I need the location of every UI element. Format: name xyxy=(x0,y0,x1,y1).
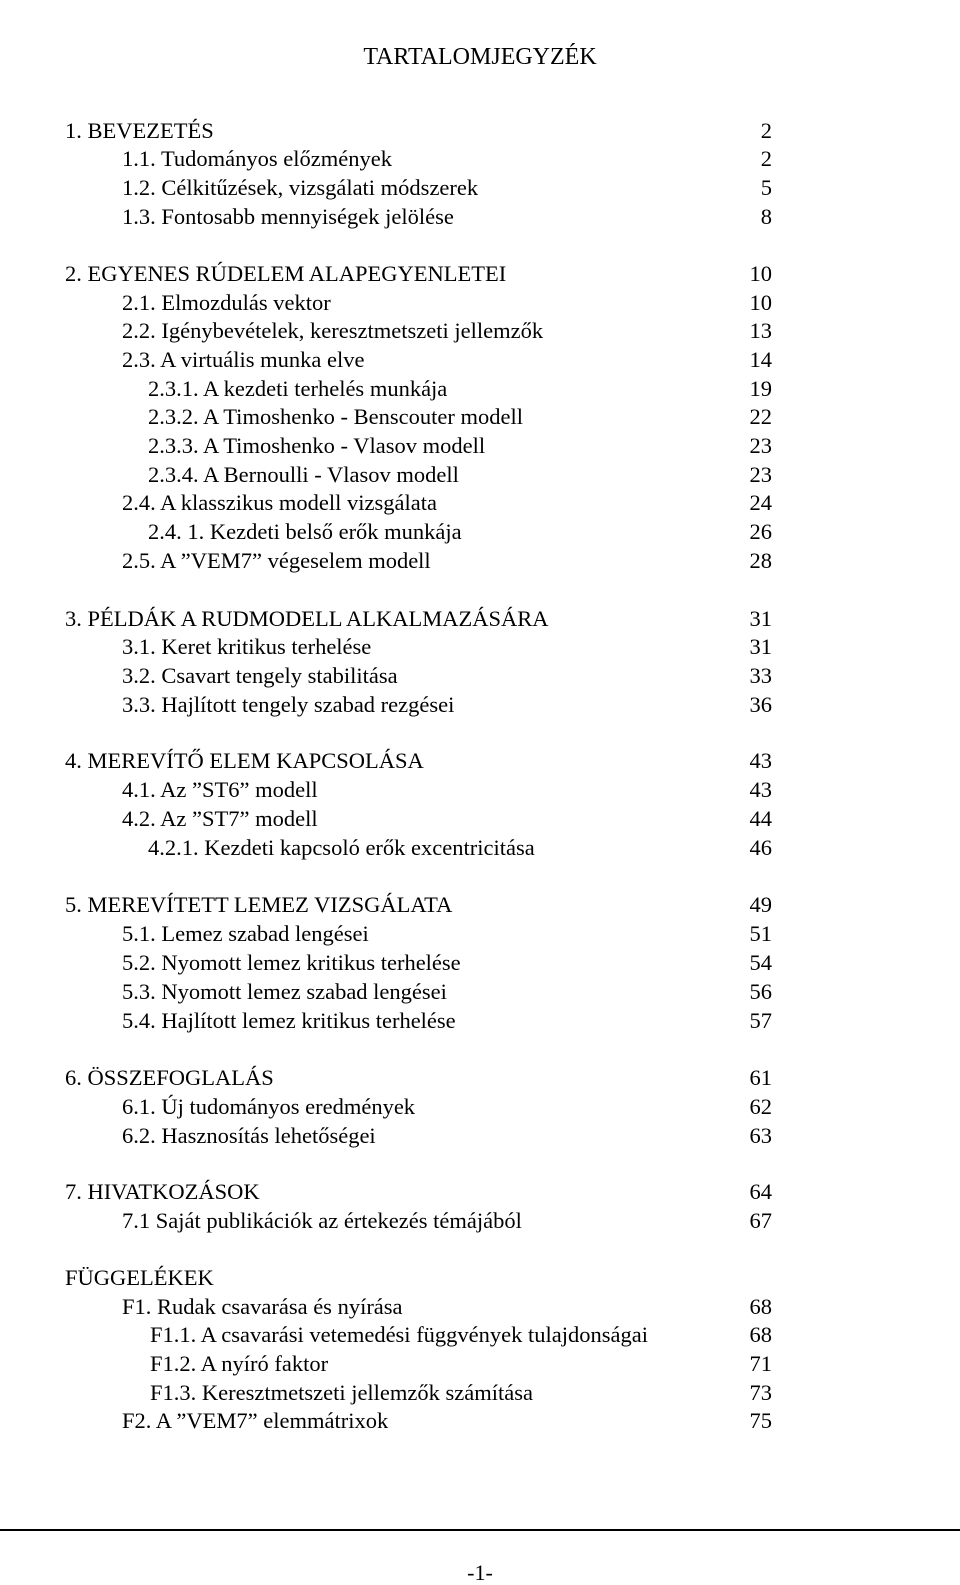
toc-entry-label: 5. MEREVÍTETT LEMEZ VIZSGÁLATA xyxy=(65,892,453,917)
toc-entry-label: 2. EGYENES RÚDELEM ALAPEGYENLETEI xyxy=(65,261,507,286)
toc-entry xyxy=(0,604,960,633)
toc-entry-label: 3.3. Hajlított tengely szabad rezgései xyxy=(122,692,455,717)
toc-entry xyxy=(0,116,960,145)
toc-entry-label: 5.4. Hajlított lemez kritikus terhelése xyxy=(122,1008,456,1033)
toc-entry xyxy=(0,488,960,517)
toc-entry-label: 2.3.3. A Timoshenko - Vlasov modell xyxy=(148,433,486,458)
footer-divider xyxy=(0,1529,960,1531)
toc-entry-label: F1.3. Keresztmetszeti jellemzők számítása xyxy=(150,1380,533,1405)
toc-entry-page: 22 xyxy=(749,404,772,429)
toc-entry-page: 73 xyxy=(749,1380,772,1405)
toc-entry xyxy=(0,259,960,288)
toc-entry-label: FÜGGELÉKEK xyxy=(65,1265,214,1290)
toc-entry-page: 56 xyxy=(749,979,772,1004)
toc-entry xyxy=(0,804,960,833)
toc-entry-page: 51 xyxy=(749,921,772,946)
toc-entry-page: 2 xyxy=(760,118,772,143)
toc-entry-label: 6.1. Új tudományos eredmények xyxy=(122,1094,416,1119)
toc-entry-page: 14 xyxy=(749,347,772,372)
toc-entry xyxy=(0,431,960,460)
toc-entry-page: 24 xyxy=(749,490,772,515)
toc-entry xyxy=(0,144,960,173)
toc-entry-label: 3.1. Keret kritikus terhelése xyxy=(122,634,372,659)
toc-entry xyxy=(0,1349,960,1378)
toc-entry-label: 2.2. Igénybevételek, keresztmetszeti jellemzők xyxy=(122,318,544,343)
toc-entry-page: 28 xyxy=(749,548,772,573)
toc-entry-label: F1.2. A nyíró faktor xyxy=(150,1351,329,1376)
toc-entry xyxy=(0,288,960,317)
toc-entry-label: 2.4. A klasszikus modell vizsgálata xyxy=(122,490,437,515)
toc-entry-page: 36 xyxy=(749,692,772,717)
toc-entry-page: 71 xyxy=(749,1351,772,1376)
toc-entry-label: 7.1 Saját publikációk az értekezés témájából xyxy=(122,1208,522,1233)
toc-entry xyxy=(0,402,960,431)
toc-entry xyxy=(0,1378,960,1407)
toc-entry xyxy=(0,546,960,575)
toc-entry-page: 62 xyxy=(749,1094,772,1119)
toc-entry-label: 5.1. Lemez szabad lengései xyxy=(122,921,369,946)
toc-entry-page: 68 xyxy=(749,1322,772,1347)
toc-entry xyxy=(0,173,960,202)
toc-entry xyxy=(0,775,960,804)
toc-entry-page: 61 xyxy=(749,1065,772,1090)
toc-entry xyxy=(0,202,960,231)
toc-entry-page: 2 xyxy=(760,146,772,171)
toc-entry xyxy=(0,374,960,403)
toc-entry xyxy=(0,1406,960,1435)
toc-entry-page: 19 xyxy=(749,376,772,401)
toc-entry-page: 75 xyxy=(749,1408,772,1433)
toc-entry-label: 4. MEREVÍTŐ ELEM KAPCSOLÁSA xyxy=(65,748,424,773)
toc-entry-label: 2.3. A virtuális munka elve xyxy=(122,347,365,372)
toc-entry-page: 10 xyxy=(749,290,772,315)
toc-entry xyxy=(0,746,960,775)
toc-entry-page: 49 xyxy=(749,892,772,917)
toc-entry-page: 13 xyxy=(749,318,772,343)
toc-entry-page: 23 xyxy=(749,462,772,487)
toc-entry-label: F1. Rudak csavarása és nyírása xyxy=(122,1294,403,1319)
toc-entry xyxy=(0,690,960,719)
toc-entry-label: 1. BEVEZETÉS xyxy=(65,118,214,143)
toc-entry xyxy=(0,1263,960,1292)
toc-entry xyxy=(0,1121,960,1150)
page-number: -1- xyxy=(467,1560,493,1585)
toc-entry xyxy=(0,345,960,374)
toc-entry xyxy=(0,1063,960,1092)
toc-entry xyxy=(0,1292,960,1321)
toc-entry-label: 4.1. Az ”ST6” modell xyxy=(122,777,318,802)
toc-entry xyxy=(0,1006,960,1035)
toc-entry-label: 2.1. Elmozdulás vektor xyxy=(122,290,331,315)
toc-entry-page: 8 xyxy=(760,204,772,229)
toc-entry-label: 2.4. 1. Kezdeti belső erők munkája xyxy=(148,519,462,544)
toc-entry xyxy=(0,1177,960,1206)
toc-entry xyxy=(0,460,960,489)
toc-entry xyxy=(0,1092,960,1121)
toc-entry xyxy=(0,890,960,919)
toc-title: TARTALOMJEGYZÉK xyxy=(363,44,597,70)
toc-entry-label: 4.2. Az ”ST7” modell xyxy=(122,806,318,831)
toc-entry-page: 31 xyxy=(749,634,772,659)
toc-entry-label: 7. HIVATKOZÁSOK xyxy=(65,1179,260,1204)
toc-entry-label: 1.2. Célkitűzések, vizsgálati módszerek xyxy=(122,175,479,200)
toc-entry xyxy=(0,833,960,862)
toc-entry-page: 43 xyxy=(749,748,772,773)
toc-entry-label: 2.3.4. A Bernoulli - Vlasov modell xyxy=(148,462,459,487)
toc-entry-page: 63 xyxy=(749,1123,772,1148)
toc-entry-page: 54 xyxy=(749,950,772,975)
toc-entry-page: 10 xyxy=(749,261,772,286)
toc-entry xyxy=(0,517,960,546)
toc-entry-page: 68 xyxy=(749,1294,772,1319)
toc-entry-label: 2.5. A ”VEM7” végeselem modell xyxy=(122,548,431,573)
toc-entry xyxy=(0,632,960,661)
toc-entry xyxy=(0,1320,960,1349)
toc-entry xyxy=(0,977,960,1006)
toc-entry-page: 43 xyxy=(749,777,772,802)
toc-entry-label: 6. ÖSSZEFOGLALÁS xyxy=(65,1065,274,1090)
toc-entry-page: 31 xyxy=(749,606,772,631)
toc-entry-label: 6.2. Hasznosítás lehetőségei xyxy=(122,1123,376,1148)
toc-entry-label: 4.2.1. Kezdeti kapcsoló erők excentricitása xyxy=(148,835,535,860)
toc-entry xyxy=(0,948,960,977)
toc-entry-label: 1.3. Fontosabb mennyiségek jelölése xyxy=(122,204,454,229)
toc-entry-label: 2.3.1. A kezdeti terhelés munkája xyxy=(148,376,448,401)
toc-entry-label: 3. PÉLDÁK A RUDMODELL ALKALMAZÁSÁRA xyxy=(65,606,549,631)
toc-entry-page: 57 xyxy=(749,1008,772,1033)
toc-entry-page: 67 xyxy=(749,1208,772,1233)
toc-entry-label: F2. A ”VEM7” elemmátrixok xyxy=(122,1408,389,1433)
toc-entry-page: 5 xyxy=(760,175,772,200)
toc-entry xyxy=(0,661,960,690)
toc-entry-label: F1.1. A csavarási vetemedési függvények tulajdonságai xyxy=(150,1322,648,1347)
toc-entry-page: 23 xyxy=(749,433,772,458)
toc-entry-label: 3.2. Csavart tengely stabilitása xyxy=(122,663,398,688)
toc-entry-page: 26 xyxy=(749,519,772,544)
toc-entry-page: 44 xyxy=(749,806,772,831)
toc-entry-page: 64 xyxy=(749,1179,772,1204)
toc-entry xyxy=(0,1206,960,1235)
toc-entry-label: 1.1. Tudományos előzmények xyxy=(122,146,392,171)
toc-entry-label: 2.3.2. A Timoshenko - Benscouter modell xyxy=(148,404,524,429)
toc-entry xyxy=(0,316,960,345)
toc-entry-page: 33 xyxy=(749,663,772,688)
toc-entry-label: 5.3. Nyomott lemez szabad lengései xyxy=(122,979,447,1004)
toc-entry-page: 46 xyxy=(749,835,772,860)
toc-entry-label: 5.2. Nyomott lemez kritikus terhelése xyxy=(122,950,461,975)
toc-entry xyxy=(0,919,960,948)
